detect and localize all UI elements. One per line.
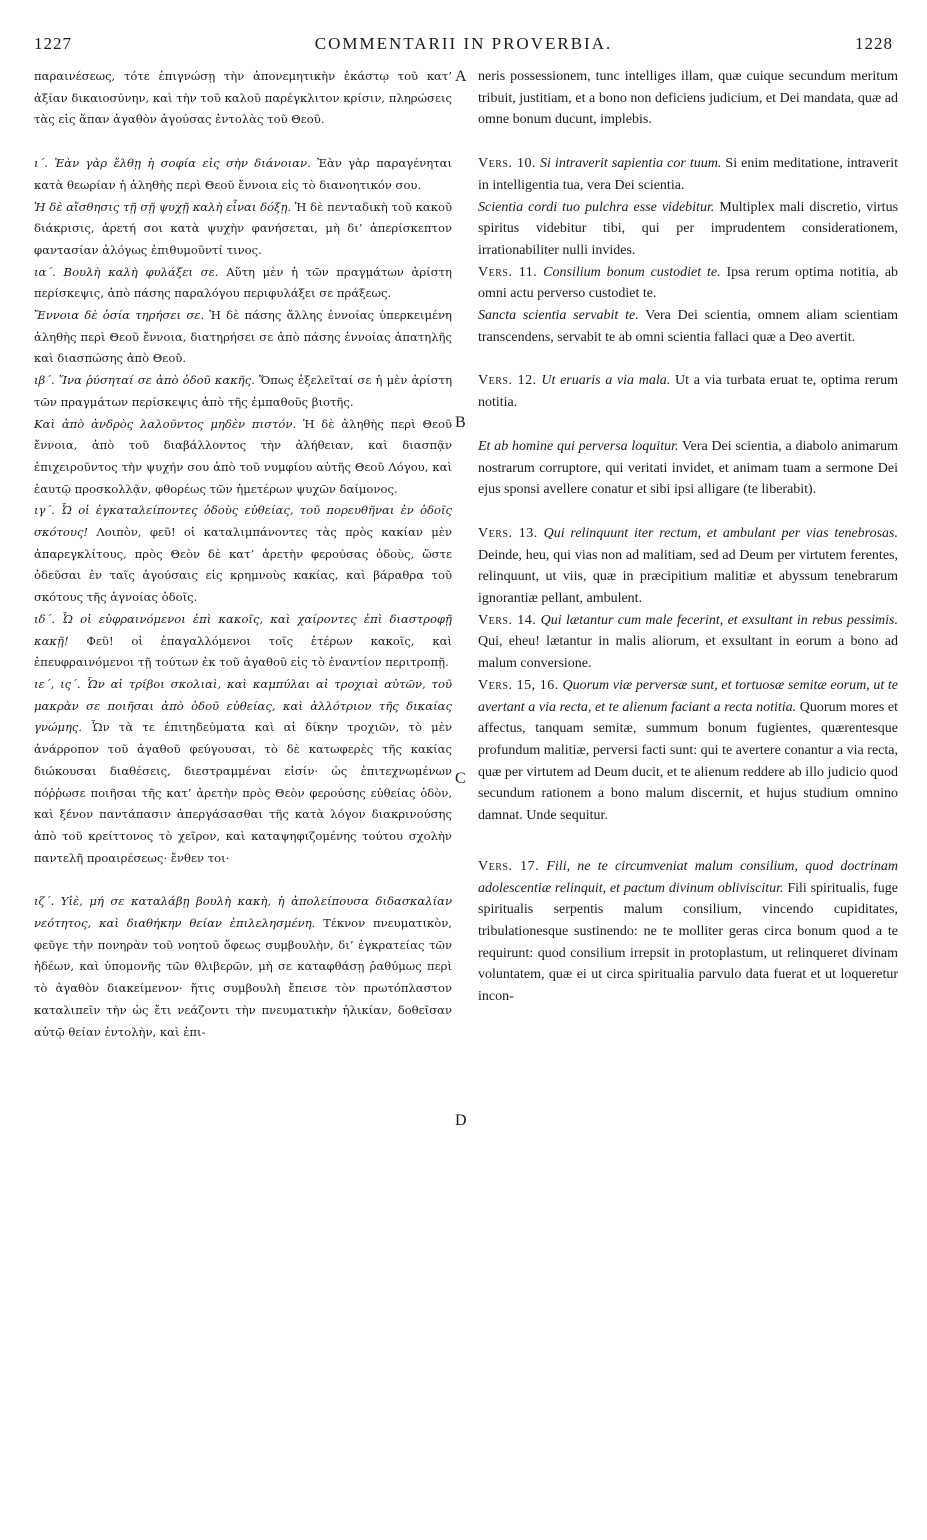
greek-paragraph: Ἔννοια δὲ ὁσία τηρήσει σε. Ἡ δὲ πάσης ἄλλης ἐννοίας ὑπερκειμένη ἀληθὴς περὶ Θεοῦ ἔννοια, διατηρήσει σε ἀπὸ πάσης ἐννοίας ἀπατηλῆς καὶ διασπώσης ἀπὸ Θεοῦ.	[34, 308, 452, 366]
verse-label: Vers. 14.	[478, 612, 537, 628]
verse-label: Vers. 12.	[478, 373, 537, 389]
verse-label: Vers. 15, 16.	[478, 677, 559, 693]
greek-paragraph: ιγ΄. Ὦ οἱ ἐγκαταλείποντες ὁδοὺς εὐθείας, τοῦ πορευθῆναι ἐν ὁδοῖς σκότους! Λοιπὸν, φεῦ! οἱ καταλιμπάνοντες τὰς πρὸς κακίαν μὲν ἀπαρεγκλίτους, πρὸς Θεὸν δὲ κατ’ ἀρετὴν φερούσας ὁδοὺς, ὥστε ὁδεῦσαι ἐν ταῖς ἀγούσαις εἰς κρημνοὺς κακίας, καὶ βάραθρα τοῦ σκότους τῆς ἀγνοίας ὁδοῖς.	[34, 503, 453, 605]
verse-lemma: Qui lætantur cum male fecerint, et exsultant in rebus pessimis.	[540, 612, 898, 628]
verse-lemma: Quorum viæ perversæ sunt, et tortuosæ semitæ eorum, ut te avertant a via recta, et te alienum faciant a recta notitia.	[478, 677, 899, 715]
verse-lemma: ιγ΄. Ὦ οἱ ἐγκαταλείποντες ὁδοὺς εὐθείας, τοῦ πορευθῆναι ἐν ὁδοῖς σκότους!	[34, 503, 452, 540]
verse-lemma: Qui relinquunt iter rectum, et ambulant per vias tenebrosas.	[543, 525, 898, 541]
greek-paragraph: ιε΄, ις΄. Ὧν αἱ τρίβοι σκολιαὶ, καὶ καμπύλαι αἱ τροχιαὶ αὐτῶν, τοῦ μακρὰν σε ποιῆσαι ἀπὸ ὁδοῦ εὐθείας, καὶ ἀλλότριον τῆς δικαίας γνώμης. Ὧν τὰ τε ἐπιτηδεύματα καὶ αἱ δίκην τροχιῶν, τὸ μὲν ἀνάρροπον τοῦ ἀγαθοῦ φεύγουσαι, τὸ δὲ κατωφερὲς τῆς κακίας διώκουσαι διαθέσεις, διεστραμμέναι εἰσίν· ὡς ἐπιτεχνωμένων πόῤῥωσε ποιῆσαι τῆς κατ’ ἀρετὴν πρὸς Θεὸν φερούσης εὐθείας ὁδὸν, καὶ ξένον παντάπασιν ἀπεργάσασθαι τῆς κατὰ λόγον διακρινούσης ἀπὸ τοῦ κρείττονος τὸ χεῖρον, καὶ καταψηφιζομένης τούτου σχολὴν παντελῆ προαιρέσεως· ἔνθεν τοι·	[34, 676, 452, 865]
verse-lemma: Et ab homine qui perversa loquitur.	[478, 438, 679, 454]
verse-lemma: Ut eruaris a via mala.	[541, 373, 671, 389]
verse-lemma: ι΄. Ἐὰν γὰρ ἔλθῃ ἡ σοφία εἰς σὴν διάνοιαν.	[34, 156, 311, 171]
verse-lemma: ιζ΄. Υἱὲ, μή σε καταλάβῃ βουλὴ κακὴ, ἡ ἀπολείπουσα διδασκαλίαν νεότητος, καὶ διαθήκην θείαν ἐπιλελησμένη.	[34, 894, 452, 931]
verse-lemma: Sancta scientia servabit te.	[478, 308, 639, 324]
latin-paragraph: Vers. 11. Consilium bonum custodiet te. Ipsa rerum optima notitia, ab omni actu perverso custodiet te.	[478, 264, 899, 302]
verse-lemma: Ἡ δὲ αἴσθησις τῇ σῇ ψυχῇ καλὴ εἶναι δόξῃ.	[34, 199, 292, 214]
section-marker-c: C	[455, 770, 466, 787]
page-number-left: 1227	[34, 34, 72, 53]
latin-paragraph: Vers. 14. Qui lætantur cum male fecerint, et exsultant in rebus pessimis. Qui, eheu! lætantur in malis aliorum, et exsultant in eorum a bono ad malum conversione.	[478, 612, 898, 672]
greek-paragraph: παραινέσεως, τότε ἐπιγνώσῃ τὴν ἀπονεμητικὴν ἑκάστῳ τοῦ κατ’ ἀξίαν δικαιοσύνην, καὶ τὴν τοῦ καλοῦ παρέγκλιτον κρίσιν, πληρώσεις τὰς εἰς ἅπαν ἀγαθὸν ἀγούσας ἐντολὰς τοῦ Θεοῦ.	[34, 69, 452, 127]
verse-lemma: Si intraverit sapientia cor tuum.	[540, 156, 722, 172]
verse-label: Vers. 13.	[478, 525, 538, 541]
greek-paragraph: ια΄. Βουλὴ καλὴ φυλάξει σε. Αὕτη μὲν ἡ τῶν πραγμάτων ἀρίστη περίσκεψις, ἀπὸ πάσης παραλόγου περιφυλάξει σε πράξεως.	[34, 264, 453, 301]
verse-lemma: Fili, ne te circumveniat malum consilium, quod doctrinam adolescentiæ relinquit, et pactum divinum obliviscitur.	[478, 858, 898, 896]
greek-paragraph: ιζ΄. Υἱὲ, μή σε καταλάβῃ βουλὴ κακὴ, ἡ ἀπολείπουσα διδασκαλίαν νεότητος, καὶ διαθήκην θείαν ἐπιλελησμένη. Τέκνον πνευματικὸν, φεῦγε τὴν πονηρὰν τοῦ νοητοῦ ὄφεως συμβουλὴν, δι’ ἐγκρατείας τῶν ἡδέων, καὶ ὑπομονῆς τῶν θλιβερῶν, μὴ σε καταφθάσῃ ῥαθύμως περὶ τὸ ἀγαθὸν διακείμενον· ἥτις συμβουλὴ ἔπεισε τὸν πρωτόπλαστον καταλιπεῖν τὴν ὡς ἔτι νεάζοντι τὴν πνευματικὴν ἡλικίαν, δοθεῖσαν αὐτῷ θείαν ἐντολὴν, καὶ ἐπι-	[34, 894, 452, 1039]
verse-lemma: Ἔννοια δὲ ὁσία τηρήσει σε.	[34, 308, 205, 323]
running-title: COMMENTARII IN PROVERBIA.	[314, 34, 613, 53]
verse-lemma: ιδ΄. Ὦ οἱ εὐφραινόμενοι ἐπὶ κακοῖς, καὶ χαίροντες ἐπὶ διαστροφῇ κακῇ!	[34, 611, 452, 648]
greek-paragraph: ι΄. Ἐὰν γὰρ ἔλθῃ ἡ σοφία εἰς σὴν διάνοιαν. Ἐὰν γὰρ παραγένηται κατὰ θεωρίαν ἡ ἀληθὴς περὶ Θεοῦ ἔννοια εἰς τὸ διανοητικόν σου.	[34, 156, 453, 192]
greek-paragraph: ιβ΄. Ἵνα ῥύσηταί σε ἀπὸ ὁδοῦ κακῆς. Ὅπως ἐξελεῖταί σε ἡ μὲν ἀρίστη τῶν πραγμάτων περίσκεψις ἀπὸ τῆς ἐμπαθοῦς βιοτῆς.	[34, 373, 453, 409]
greek-paragraph: Καὶ ἀπὸ ἀνδρὸς λαλοῦντος μηδὲν πιστόν. Ἡ δὲ ἀληθὴς περὶ Θεοῦ ἔννοια, ἀπὸ τοῦ διαβάλλοντος τὴν ἀλήθειαν, καὶ διασπᾷν ἐπιχειροῦντος τὴν ψυχήν σου ἀπὸ τοῦ νυμφίου αὐτῆς Θεοῦ Λόγου, καὶ ἑαυτῷ προσκολλᾷν, φθορέως τῶν ἡμετέρων ψυχῶν δαίμονος.	[34, 416, 453, 496]
verse-lemma: ιβ΄. Ἵνα ῥύσηταί σε ἀπὸ ὁδοῦ κακῆς.	[34, 373, 255, 388]
latin-paragraph: Vers. 12. Ut eruaris a via mala. Ut a via turbata eruat te, optima rerum notitia.	[478, 373, 899, 411]
page-number-right: 1228	[855, 34, 893, 53]
latin-paragraph: Scientia cordi tuo pulchra esse videbitur. Multiplex mali discretio, virtus spiritus videbitur tibi, qui per imprudentem considerationem, irrationabiliter nulli invides.	[478, 199, 899, 258]
verse-lemma: ια΄. Βουλὴ καλὴ φυλάξει σε.	[34, 264, 219, 279]
latin-paragraph: Vers. 10. Si intraverit sapientia cor tuum. Si enim meditatione, intraverit in intelligentia tua, vera Dei scientia.	[478, 156, 899, 193]
running-header	[26, 34, 901, 56]
verse-label: Vers. 11.	[478, 264, 538, 280]
latin-paragraph: Vers. 15, 16. Quorum viæ perversæ sunt, et tortuosæ semitæ eorum, ut te avertant a via recta, et te alienum faciant a recta notitia. Quorum mores et affectus, tanquam semitæ, summum bonum fugientes, quærentesque profundum malitiæ, perversi facti sunt: qui te avertere conantur a via recta, quæ per virtutem ad Deum ducit, et te alienum reddere ab illo judicio quod secundum rationem a bono malum discernit, et hujus studium omnino damnat. Unde sequitur.	[478, 677, 899, 824]
latin-paragraph: neris possessionem, tunc intelliges illam, quæ cuique secundum meritum tribuit, justitiam, et a bono non deficiens judicium, et Dei mandata, quæ ad omne bonum ducunt, implebis.	[478, 69, 898, 128]
verse-label: Vers. 10.	[478, 156, 536, 172]
latin-paragraph: Vers. 13. Qui relinquunt iter rectum, et ambulant per vias tenebrosas. Deinde, heu, qui vias non ad malitiam, sed ad Deum per virtutem ferentes, relinquunt, ut viis, quæ in præcipitium malitiæ et abyssum tenebrarum ignorantiæ pellant, ambulent.	[478, 525, 898, 607]
verse-lemma: Καὶ ἀπὸ ἀνδρὸς λαλοῦντος μηδὲν πιστόν.	[34, 416, 297, 431]
latin-paragraph: Vers. 17. Fili, ne te circumveniat malum consilium, quod doctrinam adolescentiæ relinquit, et pactum divinum obliviscitur. Fili spiritualis, fuge spiritualis serpentis malum consilium, vincendo cupiditates, tribulationesque sustinendo: ne te molliter geras circa bonum quod a te requirunt: quod consilium irrepsit in protoplastum, ut relinqueret divinam voluntatem, quæ ei ut circa spiritualia parvulo data fuerat et ut loqueretur incon-	[478, 858, 898, 1005]
greek-column	[34, 66, 452, 1043]
verse-lemma: Consilium bonum custodiet te.	[543, 264, 721, 280]
greek-paragraph: Ἡ δὲ αἴσθησις τῇ σῇ ψυχῇ καλὴ εἶναι δόξῃ. Ἡ δὲ πενταδικὴ τοῦ κακοῦ διάκρισις, ἀρετή σοι κατὰ ψυχὴν φανήσεται, μὴ δι’ ἀπερίσκεπτον φαντασίαν ἀλόγως ἐπιθυμοῦντί τινος.	[34, 199, 453, 257]
section-marker-d: D	[455, 1112, 467, 1129]
section-marker-a: A	[455, 68, 467, 85]
verse-lemma: Scientia cordi tuo pulchra esse videbitur.	[478, 199, 715, 215]
section-marker-b: B	[455, 414, 466, 431]
verse-label: Vers. 17.	[478, 858, 540, 874]
latin-column	[478, 66, 898, 1008]
latin-paragraph: Et ab homine qui perversa loquitur. Vera Dei scientia, a diabolo animarum nostrarum corruptore, qui veritati invidet, et animam tuam a sermone Dei ejus sponsi avellere conatur et sibi ipsi alligare (te liberabit).	[478, 438, 898, 498]
verse-lemma: ιε΄, ις΄. Ὧν αἱ τρίβοι σκολιαὶ, καὶ καμπύλαι αἱ τροχιαὶ αὐτῶν, τοῦ μακρὰν σε ποιῆσαι ἀπὸ ὁδοῦ εὐθείας, καὶ ἀλλότριον τῆς δικαίας γνώμης.	[34, 676, 452, 735]
latin-paragraph: Sancta scientia servabit te. Vera Dei scientia, omnem aliam scientiam transcendens, servabit te ab omni scientia fallaci quæ a Deo avertit.	[478, 308, 898, 345]
greek-paragraph: ιδ΄. Ὦ οἱ εὐφραινόμενοι ἐπὶ κακοῖς, καὶ χαίροντες ἐπὶ διαστροφῇ κακῇ! Φεῦ! οἱ ἐπαγαλλόμενοι τοῖς ἑτέρων κακοῖς, καὶ ἐπευφραινόμενοι τῇ τούτων ἐκ τοῦ ἀγαθοῦ εἰς τὸ ἐναντίον περιτροπῇ.	[34, 611, 452, 670]
